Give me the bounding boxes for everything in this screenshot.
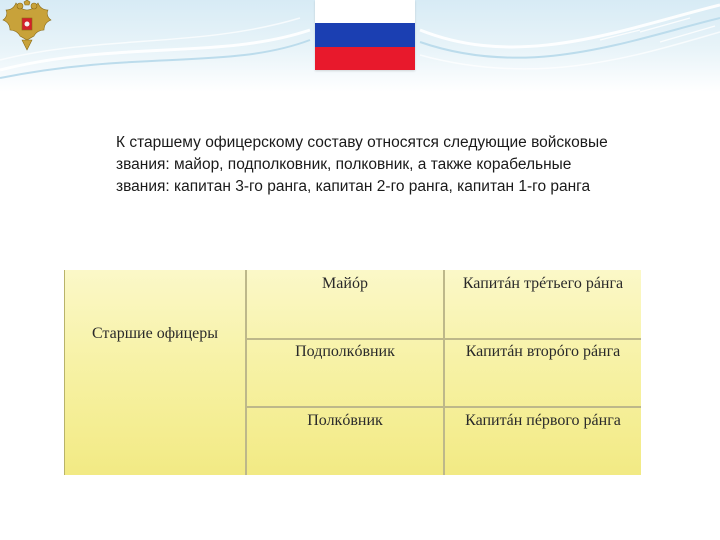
navy-rank-cell: Капитáн пéрвого рáнга — [465, 412, 621, 429]
table-column-divider — [443, 270, 445, 475]
table-column-divider — [245, 270, 247, 475]
navy-rank-cell: Капитáн трéтьего рáнга — [462, 275, 624, 292]
flag-white-stripe — [315, 0, 415, 23]
army-rank-cell: Майóр — [322, 275, 368, 292]
army-rank-cell: Полкóвник — [307, 412, 383, 429]
top-decorative-band — [0, 0, 720, 92]
double-headed-eagle-icon — [0, 0, 54, 52]
rank-group-label: Старшие офицеры — [91, 325, 219, 342]
table-row-divider — [247, 338, 641, 340]
army-rank-cell: Подполкóвник — [295, 343, 395, 360]
ranks-table — [64, 270, 641, 475]
russian-flag — [315, 0, 415, 70]
navy-rank-cell: Капитáн вторóго рáнга — [465, 343, 621, 360]
intro-paragraph: К старшему офицерскому составу относятся следующие войсковые звания: майор, подполковник, полковник, а также корабельные звания: капитан 3-го ранга, капитан 2-го ранга, капитан 1-го ранга — [116, 134, 608, 195]
table-row-divider — [247, 406, 641, 408]
flag-blue-stripe — [315, 23, 415, 46]
flag-red-stripe — [315, 47, 415, 70]
